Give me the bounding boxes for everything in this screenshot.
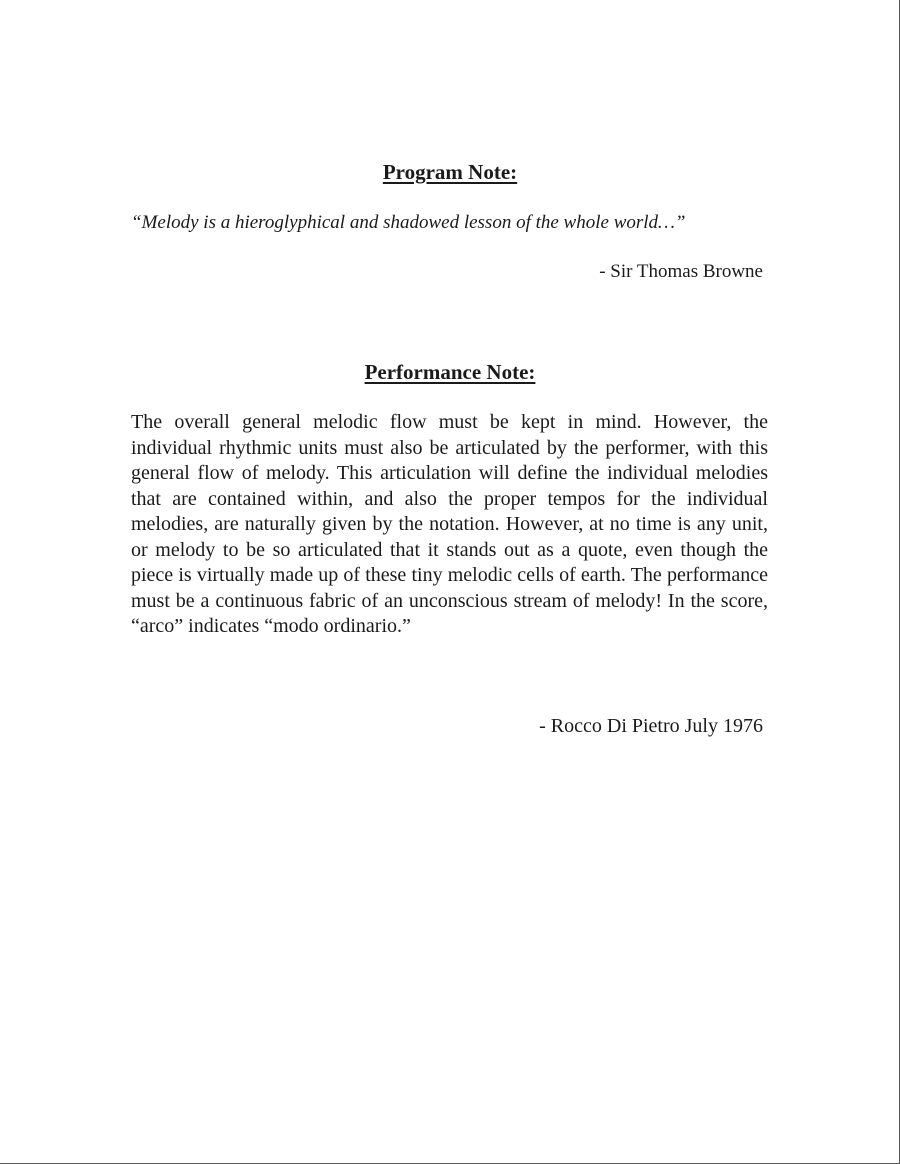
program-note-attribution: - Sir Thomas Browne: [599, 261, 763, 282]
performance-note-body: The overall general melodic flow must be kept in mind. However, the individual rhythmic units must also be articulated by the performer, with this general flow of melody. This articulation will define the individual melodies that are contained within, and also the proper tempos for the individual melodies, are naturally given by the notation. However, at no time is any unit, or melody to be so articulated that it stands out as a quote, even though the piece is virtually made up of these tiny melodic cells of earth. The performance must be a continuous fabric of an unconscious stream of melody! In the score, “arco” indicates “modo ordinario.”: [131, 411, 768, 637]
performance-note-heading: Performance Note:: [364, 360, 536, 384]
program-note-quote: “Melody is a hieroglyphical and shadowed lesson of the whole world…”: [131, 212, 686, 233]
program-note-heading: Program Note:: [382, 160, 518, 184]
performance-note-attribution: - Rocco Di Pietro July 1976: [539, 715, 763, 737]
